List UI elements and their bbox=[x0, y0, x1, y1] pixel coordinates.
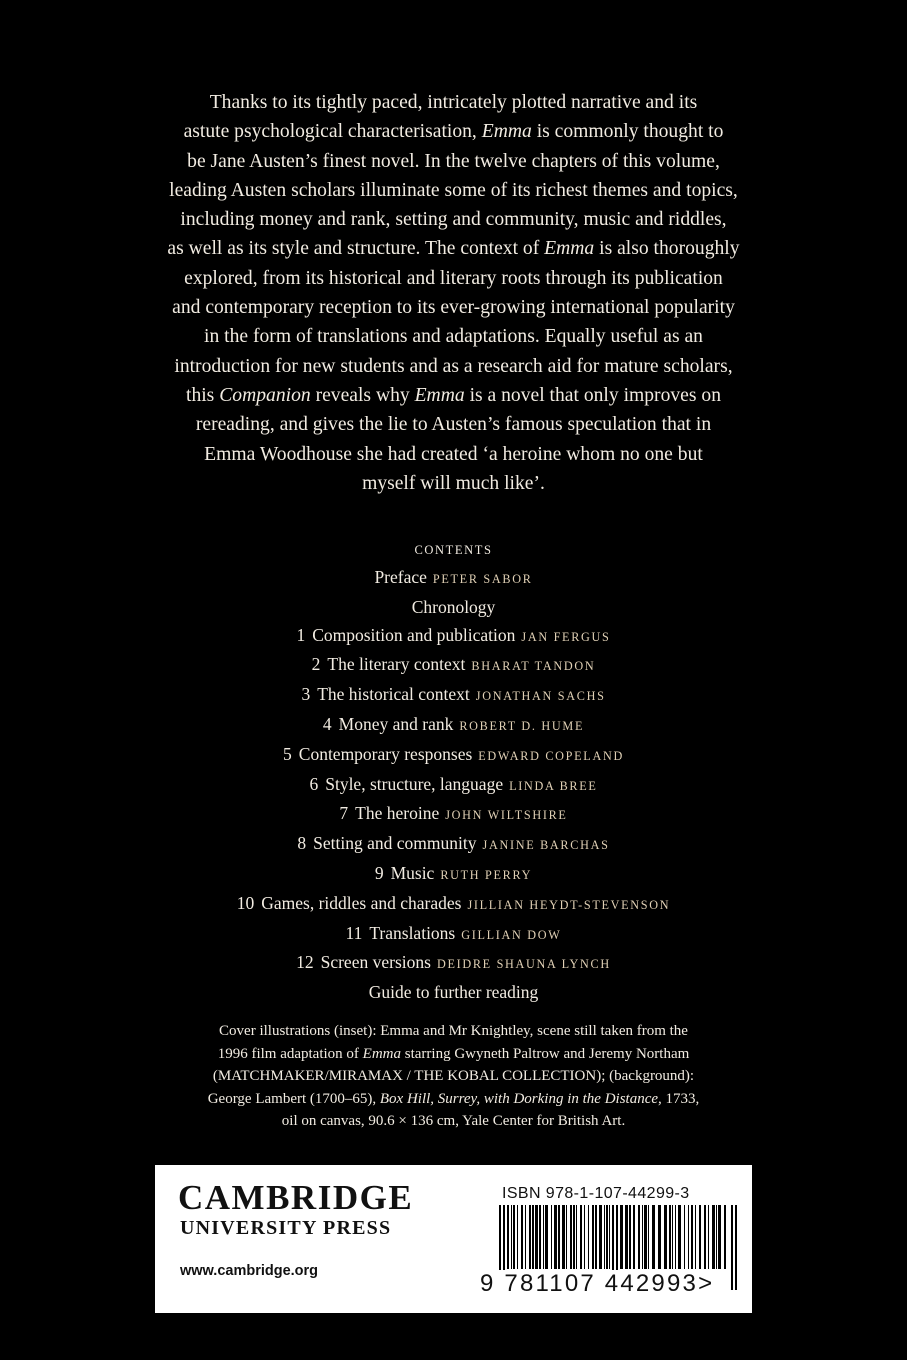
chapter-number: 4 bbox=[322, 713, 332, 734]
blurb-line bbox=[100, 381, 807, 410]
contents-entry bbox=[0, 949, 907, 979]
chapter-author: JONATHAN SACHS bbox=[475, 689, 606, 704]
text-run: is also thoroughly bbox=[594, 238, 740, 260]
text-run: introduction for new students and as a research aid for mature scholars, bbox=[174, 355, 733, 377]
barcode-bar bbox=[675, 1205, 676, 1269]
text-run: myself will much like’. bbox=[362, 472, 545, 494]
barcode-bar bbox=[688, 1205, 689, 1269]
italic-title: Emma bbox=[481, 121, 532, 143]
text-run: 1996 film adaptation of bbox=[217, 1045, 363, 1062]
barcode-bar bbox=[704, 1205, 706, 1269]
publisher-logo bbox=[178, 1179, 413, 1239]
text-run: explored, from its historical and literary roots through its publication bbox=[184, 267, 723, 289]
chapter-title: The historical context bbox=[317, 684, 470, 705]
barcode-bar bbox=[521, 1205, 523, 1269]
blurb-line bbox=[100, 293, 807, 322]
chapter-title: Translations bbox=[369, 922, 456, 943]
text-run: astute psychological characterisation, bbox=[183, 121, 482, 143]
barcode-bar bbox=[525, 1205, 526, 1269]
isbn-label: ISBN 978-1-107-44299-3 bbox=[502, 1185, 690, 1202]
barcode-bar bbox=[570, 1205, 572, 1269]
text-run: George Lambert (1700–65), bbox=[207, 1090, 380, 1107]
barcode-bar bbox=[554, 1205, 557, 1269]
barcode-bar bbox=[562, 1205, 565, 1269]
barcode-bar bbox=[652, 1205, 655, 1269]
chapter-title: Screen versions bbox=[320, 952, 431, 973]
barcode-bar bbox=[551, 1205, 552, 1269]
barcode-bar bbox=[669, 1205, 671, 1269]
barcode-bar bbox=[609, 1205, 610, 1269]
text-run: oil on canvas, 90.6 × 136 cm, Yale Center for British Art. bbox=[281, 1113, 626, 1130]
chapter-title: The heroine bbox=[355, 803, 440, 824]
chapter-author: JANINE BARCHAS bbox=[482, 838, 610, 853]
barcode-bar bbox=[684, 1205, 685, 1269]
barcode-bar bbox=[724, 1205, 726, 1269]
barcode-bar bbox=[595, 1205, 597, 1269]
barcode-bar bbox=[580, 1205, 582, 1269]
chapter-author: DEIDRE SHAUNA LYNCH bbox=[436, 957, 611, 972]
blurb-line bbox=[100, 205, 807, 234]
barcode-digits: 9 781107 442993 bbox=[480, 1270, 699, 1297]
chapter-author: PETER SABOR bbox=[432, 572, 533, 586]
text-run: Thanks to its tightly paced, intricately plotted narrative and its bbox=[209, 92, 698, 113]
chapter-author: GILLIAN DOW bbox=[461, 927, 562, 942]
text-run: reveals why bbox=[310, 384, 415, 406]
credits-line bbox=[120, 1065, 787, 1088]
publisher-panel bbox=[155, 1165, 752, 1313]
barcode-bar bbox=[592, 1205, 594, 1269]
text-run: Cover illustrations (inset): Emma and Mr Knightley, scene still taken from the bbox=[219, 1023, 688, 1039]
blurb-line bbox=[100, 88, 807, 117]
contents-entry bbox=[0, 711, 907, 741]
barcode-bar bbox=[664, 1205, 667, 1269]
contents-entry bbox=[0, 594, 907, 622]
barcode-bar bbox=[642, 1205, 643, 1269]
blurb-line bbox=[100, 117, 807, 146]
blurb-line bbox=[100, 264, 807, 293]
credits-line bbox=[120, 1088, 787, 1111]
barcode-bar bbox=[620, 1205, 623, 1269]
barcode-bar bbox=[529, 1205, 531, 1269]
barcode-bar bbox=[511, 1205, 512, 1269]
contents-entry bbox=[0, 564, 907, 594]
barcode-bar bbox=[517, 1205, 518, 1269]
cover-credits bbox=[120, 1020, 787, 1133]
chapter-title: Preface bbox=[374, 567, 427, 587]
blurb-line bbox=[100, 410, 807, 439]
contents-entry bbox=[0, 741, 907, 771]
chapter-author: ROBERT D. HUME bbox=[459, 718, 585, 733]
barcode-bar bbox=[543, 1205, 544, 1269]
barcode-bar bbox=[708, 1205, 709, 1269]
chapter-number: 12 bbox=[296, 952, 314, 973]
barcode-bar bbox=[604, 1205, 605, 1269]
credits-line bbox=[120, 1020, 787, 1043]
chapter-author: JILLIAN HEYDT-STEVENSON bbox=[467, 897, 671, 912]
italic-title: Box Hill, Surrey, with Dorking in the Distance bbox=[379, 1090, 659, 1107]
credits-line bbox=[120, 1110, 787, 1133]
text-run: (MATCHMAKER/MIRAMAX / THE KOBAL COLLECTION); (background): bbox=[212, 1068, 695, 1085]
contents-list bbox=[0, 540, 907, 1007]
barcode-bar bbox=[678, 1205, 681, 1269]
barcode-bar bbox=[566, 1205, 567, 1269]
blurb-line bbox=[100, 352, 807, 381]
barcode-bar bbox=[625, 1205, 628, 1269]
blurb-line bbox=[100, 234, 807, 263]
chapter-author: LINDA BREE bbox=[509, 778, 598, 793]
chapter-title: Music bbox=[390, 862, 435, 883]
barcode-bar bbox=[584, 1205, 585, 1269]
text-run: in the form of translations and adaptations. Equally useful as an bbox=[204, 326, 703, 348]
chapter-number: 6 bbox=[309, 773, 319, 794]
contents-entry bbox=[0, 920, 907, 950]
blurb-line bbox=[100, 322, 807, 351]
chapter-number: 3 bbox=[301, 684, 311, 705]
chapter-title: Games, riddles and charades bbox=[261, 892, 462, 913]
chapter-author: BHARAT TANDON bbox=[471, 659, 596, 674]
publisher-url: www.cambridge.org bbox=[180, 1263, 319, 1279]
contents-entry bbox=[0, 681, 907, 711]
barcode-bar bbox=[576, 1205, 577, 1269]
text-run: Emma Woodhouse she had created ‘a heroine whom no one but bbox=[204, 443, 703, 465]
chapter-author: JAN FERGUS bbox=[521, 629, 611, 644]
contents-heading: CONTENTS bbox=[414, 543, 493, 557]
chapter-title: Composition and publication bbox=[312, 624, 516, 645]
text-run: this bbox=[186, 384, 220, 406]
text-run: as well as its style and structure. The context of bbox=[167, 238, 545, 260]
text-run: including money and rank, setting and community, music and riddles, bbox=[180, 209, 727, 231]
chapter-number: 7 bbox=[339, 803, 349, 824]
contents-entry bbox=[0, 979, 907, 1007]
chapter-number: 10 bbox=[236, 892, 255, 913]
chapter-author: EDWARD COPELAND bbox=[478, 748, 624, 763]
barcode-bar bbox=[691, 1205, 693, 1269]
contents-entry bbox=[0, 800, 907, 830]
chapter-author: JOHN WILTSHIRE bbox=[445, 808, 568, 823]
italic-title: Emma bbox=[414, 384, 465, 406]
blurb-line bbox=[100, 147, 807, 176]
contents-entry bbox=[0, 651, 907, 681]
contents-entry bbox=[0, 622, 907, 652]
barcode-bar bbox=[638, 1205, 640, 1269]
barcode-bar bbox=[633, 1205, 635, 1269]
barcode-bar bbox=[712, 1205, 715, 1269]
barcode-bar bbox=[716, 1205, 717, 1269]
chapter-number: 2 bbox=[311, 654, 321, 675]
italic-title: Emma bbox=[362, 1045, 401, 1062]
chapter-title: Chronology bbox=[411, 596, 496, 617]
chapter-number: 1 bbox=[296, 624, 306, 645]
blurb-paragraph bbox=[100, 88, 807, 498]
barcode-bar bbox=[672, 1205, 673, 1269]
barcode-bar bbox=[629, 1205, 631, 1269]
chapter-title: Contemporary responses bbox=[298, 743, 473, 764]
chapter-number: 11 bbox=[345, 922, 363, 943]
barcode-bar bbox=[648, 1205, 649, 1269]
blurb-line bbox=[100, 469, 807, 498]
barcode-bar bbox=[644, 1205, 647, 1269]
barcode-bar bbox=[507, 1205, 509, 1269]
barcode-bar bbox=[606, 1205, 608, 1269]
barcode-bar bbox=[718, 1205, 721, 1269]
barcode-bar bbox=[558, 1205, 560, 1269]
text-run: is commonly thought to bbox=[531, 121, 724, 143]
barcode-bar bbox=[573, 1205, 575, 1269]
text-run: be Jane Austen’s finest novel. In the twelve chapters of this volume, bbox=[187, 150, 720, 172]
text-run: and contemporary reception to its ever-growing international popularity bbox=[172, 297, 735, 319]
italic-title: Companion bbox=[219, 384, 311, 406]
credits-line bbox=[120, 1043, 787, 1066]
text-run: leading Austen scholars illuminate some of its richest themes and topics, bbox=[169, 179, 738, 201]
chapter-author: RUTH PERRY bbox=[440, 867, 533, 882]
italic-title: Emma bbox=[544, 238, 595, 260]
barcode-bar bbox=[532, 1205, 534, 1269]
chapter-title: Setting and community bbox=[313, 833, 477, 854]
barcode-number bbox=[480, 1269, 750, 1299]
barcode-bar bbox=[535, 1205, 538, 1269]
contents-entry bbox=[0, 890, 907, 920]
blurb-line bbox=[100, 440, 807, 469]
contents-entry bbox=[0, 771, 907, 801]
barcode-bar bbox=[695, 1205, 696, 1269]
chapter-title: Guide to further reading bbox=[368, 982, 539, 1003]
publisher-subname: UNIVERSITY PRESS bbox=[180, 1217, 392, 1239]
chapter-title: The literary context bbox=[327, 654, 466, 675]
text-run: is a novel that only improves on bbox=[464, 384, 721, 406]
barcode-bar bbox=[699, 1205, 701, 1269]
barcode-bar bbox=[513, 1205, 515, 1269]
blurb-line bbox=[100, 176, 807, 205]
chapter-title: Style, structure, language bbox=[325, 773, 504, 794]
text-run: , 1733, bbox=[658, 1090, 700, 1107]
text-run: rereading, and gives the lie to Austen’s famous speculation that in bbox=[195, 414, 712, 436]
barcode-bar bbox=[599, 1205, 602, 1269]
chapter-title: Money and rank bbox=[338, 713, 454, 734]
contents-entry bbox=[0, 860, 907, 890]
barcode-bar bbox=[545, 1205, 548, 1269]
text-run: starring Gwyneth Paltrow and Jeremy Northam bbox=[401, 1045, 690, 1062]
contents-entry bbox=[0, 830, 907, 860]
chapter-number: 5 bbox=[283, 743, 292, 764]
barcode-bar bbox=[539, 1205, 541, 1269]
barcode-arrow: > bbox=[698, 1270, 715, 1297]
chapter-number: 9 bbox=[374, 862, 384, 883]
publisher-name: CAMBRIDGE bbox=[178, 1178, 414, 1217]
chapter-number: 8 bbox=[297, 833, 307, 854]
barcode-bar bbox=[588, 1205, 589, 1269]
barcode-bar bbox=[658, 1205, 661, 1269]
